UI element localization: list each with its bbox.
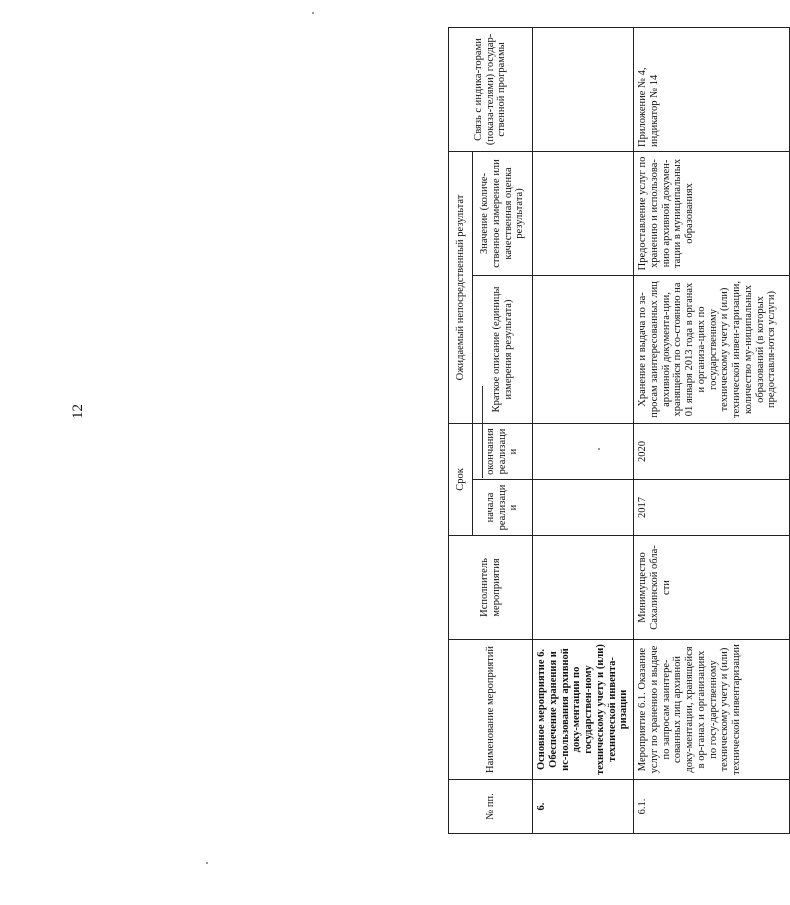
- header-name: Наименование мероприятий: [449, 640, 533, 780]
- header-executor: Исполнитель мероприятия: [449, 536, 533, 640]
- header-num: № пп.: [449, 780, 533, 834]
- header-period: Срок: [449, 423, 473, 535]
- cell-name: Мероприятие 6.1. Оказание услуг по хранению и выдаче по запросам заинтере-сованных лиц архивной доку-ментации, хранящейся в ор-ганах и организациях по госу-дарственному техническому учету и (или) технической инвентаризации: [634, 640, 790, 780]
- cell-start: [533, 480, 634, 536]
- cell-num: 6.: [533, 780, 634, 834]
- header-result-desc: Краткое описание (единицы измерения результата): [473, 275, 533, 423]
- table-row: [634, 27, 790, 833]
- scan-speck: [206, 862, 208, 864]
- cell-result-value: [533, 151, 634, 275]
- activities-table: [448, 27, 790, 834]
- cell-executor: Минимущество Сахалинской обла-сти: [634, 536, 790, 640]
- table-row: [533, 27, 634, 833]
- header-start: начала реализации: [473, 480, 533, 536]
- rotated-table-container: [448, 28, 788, 834]
- cell-start: 2017: [634, 480, 790, 536]
- cell-link: [533, 27, 634, 151]
- cell-result-desc: [533, 275, 634, 423]
- page-number: 12: [70, 404, 86, 419]
- cell-end: 2020: [634, 423, 790, 479]
- scan-artifact-line: [482, 386, 483, 478]
- scan-speck: [312, 12, 314, 14]
- cell-name: Основное мероприятие 6. Обеспечение хранения и ис-пользования архивной доку-ментации по государствен-ному техническому учету и (или) технической инвента-ризации: [533, 640, 634, 780]
- cell-num: 6.1.: [634, 780, 790, 834]
- header-result-value: Значение (количе-ственное измерение или качественная оценка результата): [473, 151, 533, 275]
- cell-link: Приложение № 4, индикатор № 14: [634, 27, 790, 151]
- header-link: Связь с индика-торами (показа-телями) государ-ственной программы: [449, 27, 533, 151]
- scan-speck: [598, 448, 600, 450]
- header-result: Ожидаемый непосредственный результат: [449, 151, 473, 423]
- cell-result-value: Предоставление услуг по хранению и использова-нию архивной докумен-тации в муниципальных образованиях: [634, 151, 790, 275]
- cell-end: [533, 423, 634, 479]
- cell-executor: [533, 536, 634, 640]
- header-end: окончания реализации: [473, 423, 533, 479]
- cell-result-desc: Хранение и выдача по за-просам заинтересованных лиц архивной документа-ции, хранящейся по со-стоянию на 01 января 2013 года в органах и организа-циях по государственному техническому учету и (или) технической инвен-таризации, количество му-ниципальных образований (в которых предоставля-ются услуги): [634, 275, 790, 423]
